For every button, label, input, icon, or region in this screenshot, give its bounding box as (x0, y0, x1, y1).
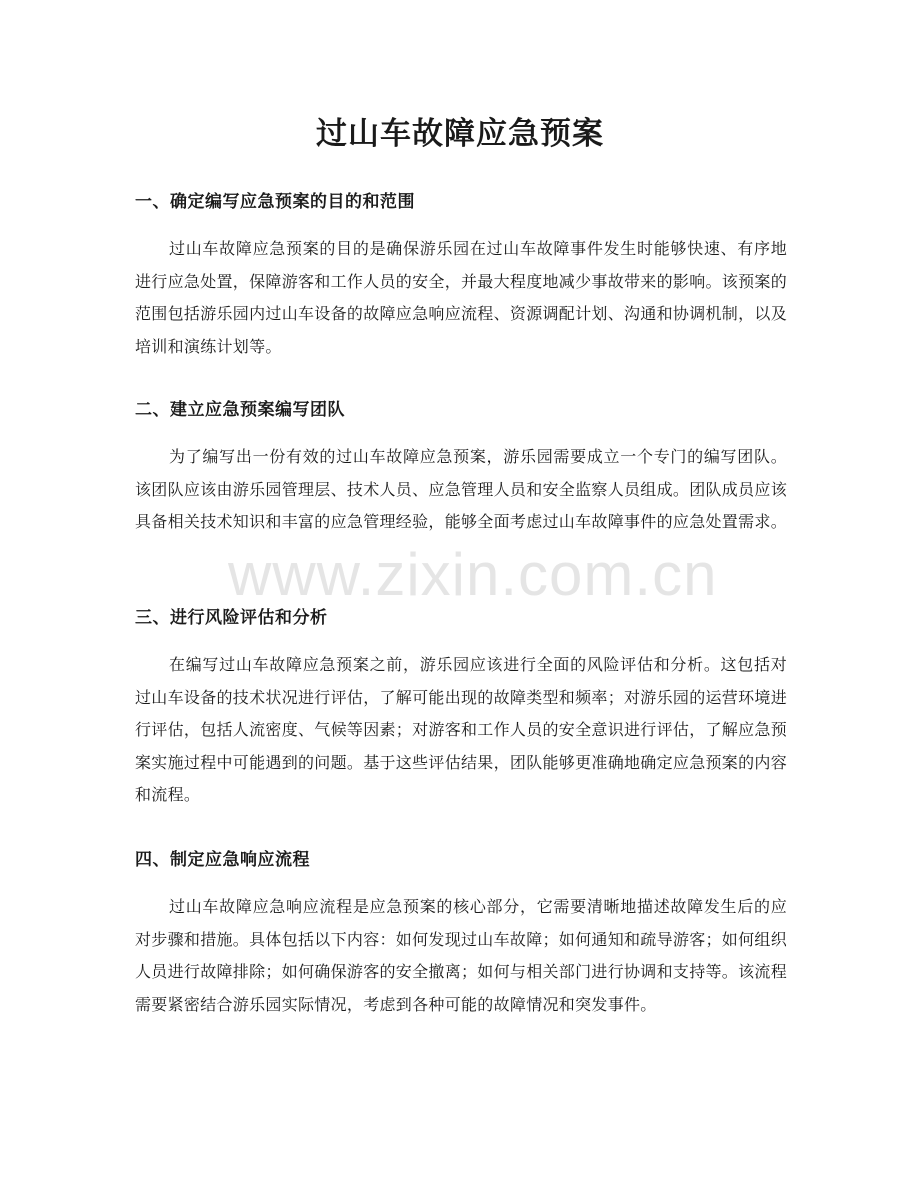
section-purpose-scope (135, 190, 787, 363)
document-title: 过山车故障应急预案 (316, 116, 604, 152)
section-team (135, 398, 787, 539)
section-paragraph: 为了编写出一份有效的过山车故障应急预案，游乐园需要成立一个专门的编写团队。该团队应该由游乐园管理层、技术人员、应急管理人员和安全监察人员组成。团队成员应该具备相关技术知识和丰富的应急管理经验，能够全面考虑过山车故障事件的应急处置需求。 (135, 447, 788, 531)
section-heading: 三、进行风险评估和分析 (135, 608, 328, 628)
section-paragraph: 过山车故障应急预案的目的是确保游乐园在过山车故障事件发生时能够快速、有序地进行应急处置，保障游客和工作人员的安全，并最大程度地减少事故带来的影响。该预案的范围包括游乐园内过山车设备的故障应急响应流程、资源调配计划、沟通和协调机制，以及培训和演练计划等。 (135, 239, 788, 356)
section-paragraph: 过山车故障应急响应流程是应急预案的核心部分，它需要清晰地描述故障发生后的应对步骤和措施。具体包括以下内容：如何发现过山车故障；如何通知和疏导游客；如何组织人员进行故障排除；如何确保游客的安全撤离；如何与相关部门进行协调和支持等。该流程需要紧密结合游乐园实际情况，考虑到各种可能的故障情况和突发事件。 (135, 897, 788, 1014)
watermark: www.zixin.com.cn (228, 541, 718, 608)
section-heading: 一、确定编写应急预案的目的和范围 (135, 192, 415, 212)
section-paragraph: 在编写过山车故障应急预案之前，游乐园应该进行全面的风险评估和分析。这包括对过山车设备的技术状况进行评估，了解可能出现的故障类型和频率；对游乐园的运营环境进行评估，包括人流密度、气候等因素；对游客和工作人员的安全意识进行评估，了解应急预案实施过程中可能遇到的问题。基于这些评估结果，团队能够更准确地确定应急预案的内容和流程。 (135, 655, 788, 804)
section-risk-assessment (135, 606, 787, 812)
section-heading: 二、建立应急预案编写团队 (135, 400, 345, 420)
section-response-process (135, 848, 787, 1021)
section-heading: 四、制定应急响应流程 (135, 850, 310, 870)
